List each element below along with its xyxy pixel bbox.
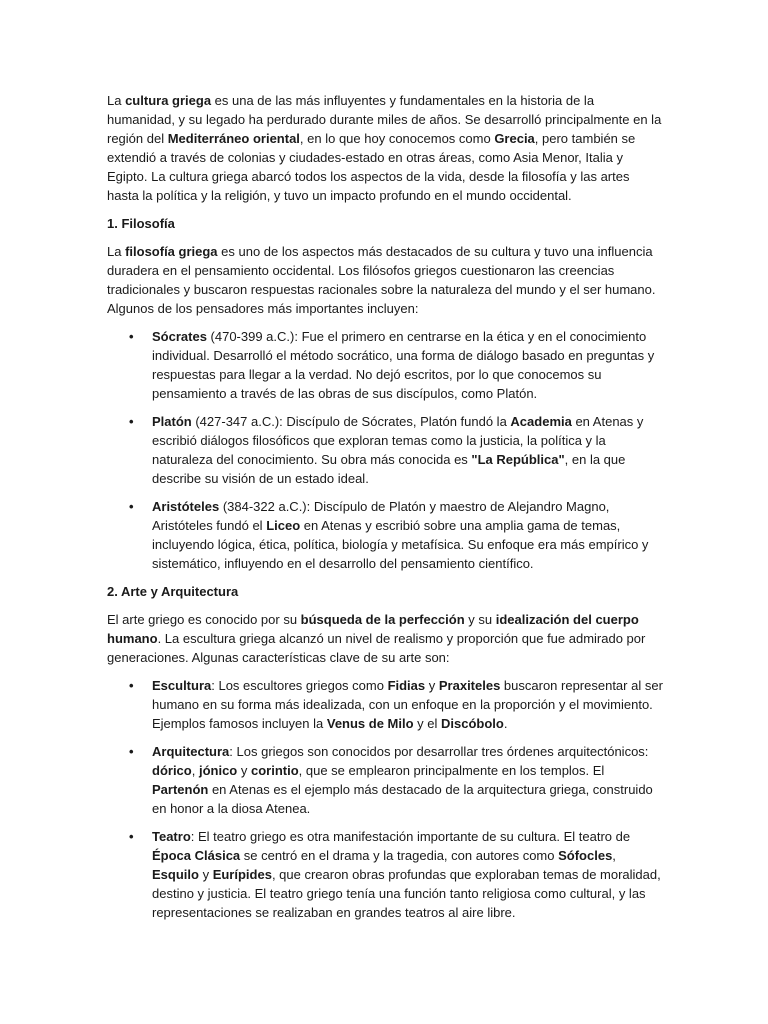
list-item-platon: • Platón (427-347 a.C.): Discípulo de Sócrates, Platón fundó la Academia en Atenas y escribió diálogos filosóficos que exploran temas como la justicia, la política y la naturaleza del conocimiento. Su obra más conocida es "La República", en la que describe su visión de un estado ideal. bbox=[129, 414, 644, 486]
bullet-icon: • bbox=[129, 414, 134, 429]
list-item-escultura: • Escultura: Los escultores griegos como Fidias y Praxiteles buscaron representar al ser humano en su forma más idealizada, con un enfoque en la proporción y el movimiento. Ejemplos famosos incluyen la Venus de Milo y el Discóbolo. bbox=[129, 678, 663, 731]
arte-paragraph: El arte griego es conocido por su búsqueda de la perfección y su idealización del cuerpo humano. La escultura griega alcanzó un nivel de realismo y proporción que fue admirado por generaciones. Algunas características clave de su arte son: bbox=[107, 612, 646, 665]
filosofia-paragraph: La filosofía griega es uno de los aspectos más destacados de su cultura y tuvo una influencia duradera en el pensamiento occidental. Los filósofos griegos cuestionaron las creencias tradicionales y buscaron respuestas racionales sobre la naturaleza del mundo y el ser humano. Algunos de los pensadores más importantes incluyen: bbox=[107, 244, 656, 316]
list-item-teatro: • Teatro: El teatro griego es otra manifestación importante de su cultura. El teatro de Época Clásica se centró en el drama y la tragedia, con autores como Sófocles, Esquilo y Eurípides, que crearon obras profundas que exploraban temas de moralidad, destino y justicia. El teatro griego tenía una función tanto religiosa como cultural, y las representaciones se realizaban en grandes teatros al aire libre. bbox=[129, 829, 661, 920]
section-heading-arte: 2. Arte y Arquitectura bbox=[107, 584, 239, 599]
bullet-icon: • bbox=[129, 829, 134, 844]
section-heading-filosofia: 1. Filosofía bbox=[107, 216, 175, 231]
list-item-aristoteles: • Aristóteles (384-322 a.C.): Discípulo de Platón y maestro de Alejandro Magno, Aristóteles fundó el Liceo en Atenas y escribió sobre una amplia gama de temas, incluyendo lógica, ética, política, biología y metafísica. Su enfoque era más empírico y sistemático, influyendo en el desarrollo del pensamiento científico. bbox=[129, 499, 649, 571]
bullet-icon: • bbox=[129, 744, 134, 759]
filosofos-list bbox=[107, 327, 663, 573]
bullet-icon: • bbox=[129, 499, 134, 514]
bullet-icon: • bbox=[129, 678, 134, 693]
intro-paragraph: La cultura griega es una de las más influyentes y fundamentales en la historia de la humanidad, y su legado ha perdurado durante miles de años. Se desarrolló principalmente en la región del Mediterráneo oriental, en lo que hoy conocemos como Grecia, pero también se extendió a través de colonias y ciudades-estado en otras áreas, como Asia Menor, Italia y Egipto. La cultura griega abarcó todos los aspectos de la vida, desde la filosofía y las artes hasta la política y la religión, y tuvo un impacto profundo en el mundo occidental. bbox=[107, 93, 662, 203]
list-item-arquitectura: • Arquitectura: Los griegos son conocidos por desarrollar tres órdenes arquitectónicos: dórico, jónico y corintio, que se emplearon principalmente en los templos. El Partenón en Atenas es el ejemplo más destacado de la arquitectura griega, construido en honor a la diosa Atenea. bbox=[129, 744, 653, 816]
arte-list bbox=[107, 676, 663, 922]
document-page bbox=[107, 91, 663, 931]
bullet-icon: • bbox=[129, 329, 134, 344]
list-item-socrates: • Sócrates (470-399 a.C.): Fue el primero en centrarse en la ética y en el conocimiento individual. Desarrolló el método socrático, una forma de diálogo basado en preguntas y respuestas para llegar a la verdad. No dejó escritos, por lo que conocemos su pensamiento a través de las obras de sus discípulos, como Platón. bbox=[129, 329, 655, 401]
